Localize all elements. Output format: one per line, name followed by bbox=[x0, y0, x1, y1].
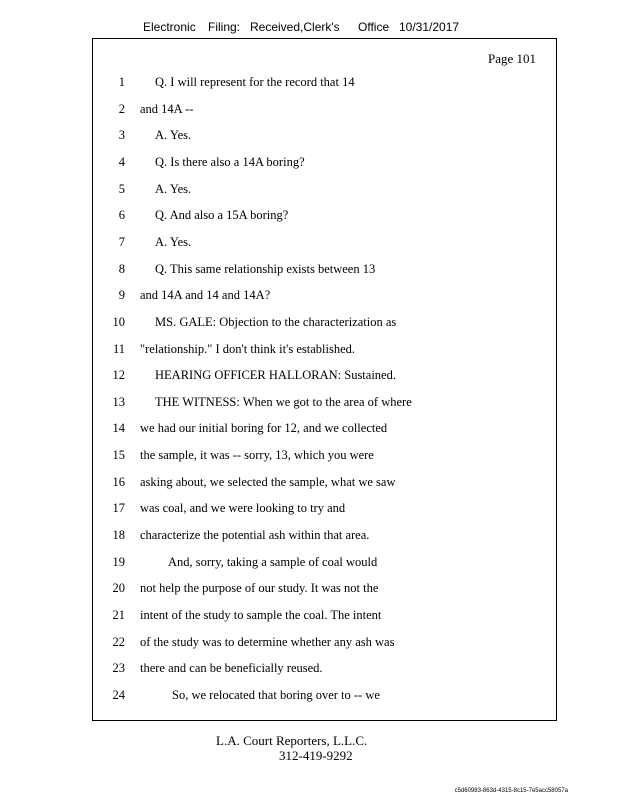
line-text: not help the purpose of our study. It was not the bbox=[140, 581, 379, 595]
line-number: 8 bbox=[118, 262, 125, 276]
header-filing: Filing: bbox=[208, 20, 241, 34]
line-text: Q. And also a 15A boring? bbox=[155, 208, 289, 222]
line-number: 21 bbox=[112, 608, 125, 622]
line-number: 1 bbox=[118, 75, 125, 89]
line-text: intent of the study to sample the coal. The intent bbox=[140, 608, 382, 622]
transcript-line bbox=[93, 288, 556, 308]
page-number: Page 101 bbox=[487, 51, 536, 66]
line-number: 3 bbox=[118, 128, 125, 142]
line-text: Q. This same relationship exists between 13 bbox=[155, 262, 376, 276]
header-date: 10/31/2017 bbox=[399, 20, 460, 34]
line-text: So, we relocated that boring over to -- we bbox=[172, 688, 380, 702]
transcript-line bbox=[93, 75, 556, 95]
document-id: c5d60983-863d-4315-8c15-7e5acc58057a bbox=[454, 788, 568, 794]
line-text: characterize the potential ash within that area. bbox=[140, 528, 370, 542]
line-number: 14 bbox=[112, 421, 125, 435]
line-number: 2 bbox=[118, 102, 125, 116]
line-number: 11 bbox=[112, 342, 125, 356]
line-number: 24 bbox=[112, 688, 125, 702]
line-number: 19 bbox=[112, 555, 125, 569]
line-text: Q. Is there also a 14A boring? bbox=[155, 155, 305, 169]
transcript-line bbox=[93, 182, 556, 202]
transcript-line bbox=[93, 315, 556, 335]
header-office: Office bbox=[358, 20, 390, 34]
transcript-line bbox=[93, 342, 556, 362]
transcript-line bbox=[93, 581, 556, 601]
line-text: and 14A -- bbox=[140, 102, 194, 116]
line-number: 7 bbox=[118, 235, 125, 249]
transcript-line bbox=[93, 102, 556, 122]
transcript-line bbox=[93, 235, 556, 255]
line-number: 20 bbox=[112, 581, 125, 595]
court-reporter-name: L.A. Court Reporters, L.L.C. bbox=[216, 733, 368, 748]
line-text: "relationship." I don't think it's established. bbox=[140, 342, 356, 356]
line-text: there and can be beneficially reused. bbox=[140, 661, 323, 675]
line-text: MS. GALE: Objection to the characterization as bbox=[155, 315, 397, 329]
transcript-line bbox=[93, 262, 556, 282]
header-electronic: Electronic bbox=[143, 20, 196, 34]
line-text: A. Yes. bbox=[155, 182, 192, 196]
line-text: A. Yes. bbox=[155, 128, 192, 142]
court-reporter-phone: 312-419-9292 bbox=[279, 748, 353, 763]
line-number: 22 bbox=[112, 635, 125, 649]
transcript-line bbox=[93, 368, 556, 388]
line-number: 16 bbox=[112, 475, 125, 489]
line-number: 13 bbox=[112, 395, 125, 409]
transcript-line bbox=[93, 661, 556, 681]
line-text: of the study was to determine whether any ash was bbox=[140, 635, 395, 649]
line-text: HEARING OFFICER HALLORAN: Sustained. bbox=[155, 368, 396, 382]
line-number: 9 bbox=[118, 288, 125, 302]
line-text: THE WITNESS: When we got to the area of where bbox=[155, 395, 412, 409]
line-text: and 14A and 14 and 14A? bbox=[140, 288, 271, 302]
transcript-line bbox=[93, 128, 556, 148]
filing-header bbox=[0, 20, 618, 38]
transcript-line bbox=[93, 395, 556, 415]
line-text: A. Yes. bbox=[155, 235, 192, 249]
line-text: And, sorry, taking a sample of coal would bbox=[168, 555, 378, 569]
transcript-line bbox=[93, 155, 556, 175]
line-text: we had our initial boring for 12, and we collected bbox=[140, 421, 388, 435]
line-text: was coal, and we were looking to try and bbox=[140, 501, 346, 515]
line-text: the sample, it was -- sorry, 13, which you were bbox=[140, 448, 374, 462]
transcript-line bbox=[93, 555, 556, 575]
transcript-line bbox=[93, 475, 556, 495]
line-number: 10 bbox=[112, 315, 125, 329]
transcript-page bbox=[92, 38, 557, 721]
line-number: 4 bbox=[118, 155, 125, 169]
transcript-line bbox=[93, 608, 556, 628]
line-text: asking about, we selected the sample, what we saw bbox=[140, 475, 396, 489]
transcript-line bbox=[93, 421, 556, 441]
line-text: Q. I will represent for the record that 14 bbox=[155, 75, 355, 89]
line-number: 23 bbox=[112, 661, 125, 675]
line-number: 18 bbox=[112, 528, 125, 542]
line-number: 15 bbox=[112, 448, 125, 462]
transcript-line bbox=[93, 528, 556, 548]
transcript-line bbox=[93, 501, 556, 521]
transcript-line bbox=[93, 635, 556, 655]
line-number: 12 bbox=[112, 368, 125, 382]
header-received-clerks: Received,Clerk's bbox=[250, 20, 340, 34]
line-number: 17 bbox=[112, 501, 125, 515]
line-number: 6 bbox=[118, 208, 125, 222]
transcript-line bbox=[93, 208, 556, 228]
transcript-line bbox=[93, 688, 556, 708]
transcript-line bbox=[93, 448, 556, 468]
line-number: 5 bbox=[118, 182, 125, 196]
